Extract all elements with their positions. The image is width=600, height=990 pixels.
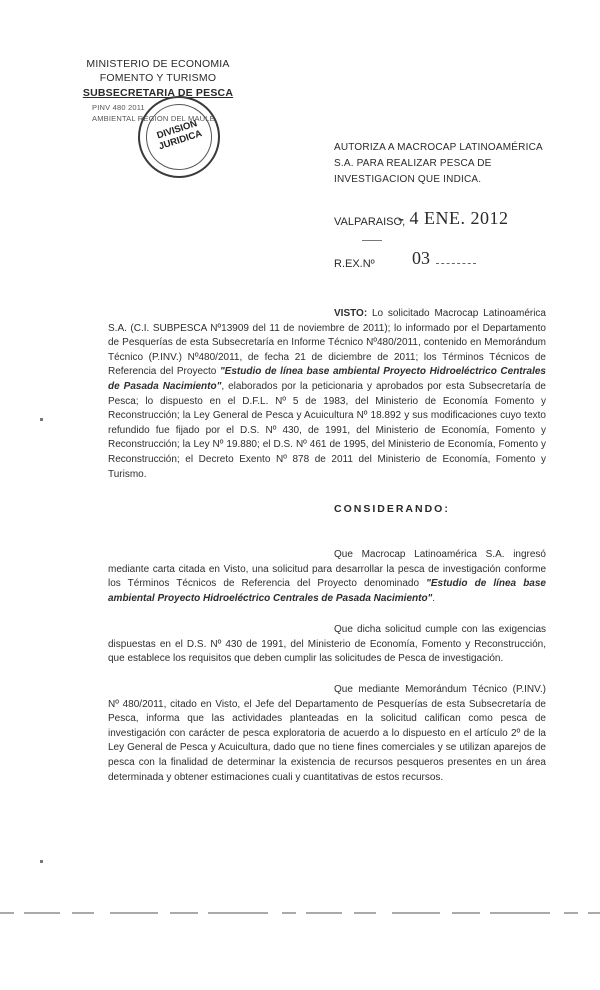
ministry-name-line2: FOMENTO Y TURISMO	[99, 72, 217, 84]
resolution-label: R.EX.Nº	[334, 258, 375, 270]
stamp-text: DIVISION JURIDICA	[155, 118, 204, 153]
considerando-p3-text: Que mediante Memorándum Técnico (P.INV.) Nº 480/2011, citado en Visto, el Jefe del Departamento de Pesquerías de esta Subsecretaría de Pesca, informa que las actividades planteadas en la solicitud califican como pesca de investigación con carácter de pesca exploratoria de acuerdo a lo dispuesto en el artículo 2º de la Ley General de Pesca y Acuicultura, dado que no tiene fines comerciales y se utilizan aparejos de pesca con la finalidad de determinar la existencia de recursos pesqueros presentes en un área determinada y obtener estimaciones cuali y cuantitativas de estos recursos.	[108, 684, 546, 783]
visto-text-1: Lo solicitado Macrocap Latinoamérica S.A. (C.I. SUBPESCA Nº13909 del 11 de noviembre de 2011); lo informado por el Departamento de Pesquerías de esta Subsecretaría en Informe Técnico Nº480/2011, contenido en Memorándum Técnico (P.INV.) Nº480/2011, de fecha 21 de diciembre de 2011; los Términos Técnicos de Referencia del Proyecto	[108, 308, 546, 378]
date-stamp: - 4 ENE. 2012	[398, 208, 509, 228]
resolution-number: 03	[412, 248, 430, 268]
considerando-p2-text: Que dicha solicitud cumple con las exigencias dispuestas en el D.S. Nº 430 de 1991, del Ministerio de Economía, Fomento y Reconstrucción, que establece los requisitos que deben cumplir las solicitudes de Pesca de investigación.	[108, 624, 546, 665]
considerando-paragraph-1	[108, 548, 546, 606]
considerando-p1-text: Que Macrocap Latinoamérica S.A. ingresó mediante carta citada en Visto, una solicitud para desarrollar la pesca de investigación conforme los Términos Técnicos de Referencia del Proyecto denominado	[108, 549, 546, 590]
reference-detail: AMBIENTAL REGION DEL MAULE	[92, 114, 215, 123]
visto-project-name: "Estudio de línea base ambiental Proyecto Hidroeléctrico Centrales de Pasada Nacimiento"	[108, 366, 546, 392]
considerando-paragraph-3	[108, 683, 546, 785]
reference-code: PINV 480 2011	[92, 103, 145, 112]
considerando-paragraph-2	[108, 623, 546, 667]
resolution-subject: AUTORIZA A MACROCAP LATINOAMÉRICA S.A. PARA REALIZAR PESCA DE INVESTIGACION QUE INDICA.	[334, 142, 543, 185]
considerando-title: CONSIDERANDO:	[334, 503, 450, 515]
considerando-p1-project: "Estudio de línea base ambiental Proyecto Hidroeléctrico Centrales de Pasada Nacimiento"	[108, 578, 546, 604]
divider	[436, 263, 476, 264]
footer-dashed-line	[0, 912, 600, 914]
visto-text-2: , elaborados por la peticionaria y aprobados por esta Subsecretaría de Pesca; lo dispuesto en el D.F.L. Nº 5 de 1983, del Ministerio de Economía Fomento y Reconstrucción; la Ley General de Pesca y Acuicultura Nº 18.892 y sus modificaciones cuyo texto refundido fue fijado por el D.S. Nº 430, de 1991, del Ministerio de Economía, Fomento y Reconstrucción; la Ley Nº 19.880; el D.S. Nº 461 de 1995, del Ministerio de Economía, Fomento y Reconstrucción; el Decreto Exento Nº 878 de 2011 del Ministerio de Economía, Fomento y Turismo.	[108, 380, 546, 480]
scan-mark	[40, 418, 43, 421]
visto-label: VISTO:	[334, 308, 368, 319]
scan-mark	[40, 860, 43, 863]
considerando-p1-end: .	[432, 592, 436, 604]
ministry-name: MINISTERIO DE ECONOMIA	[86, 58, 230, 70]
visto-paragraph	[108, 307, 546, 482]
divider	[362, 240, 382, 241]
subsecretaria-name: SUBSECRETARIA DE PESCA	[82, 87, 234, 99]
place-label: VALPARAISO,	[334, 216, 406, 228]
